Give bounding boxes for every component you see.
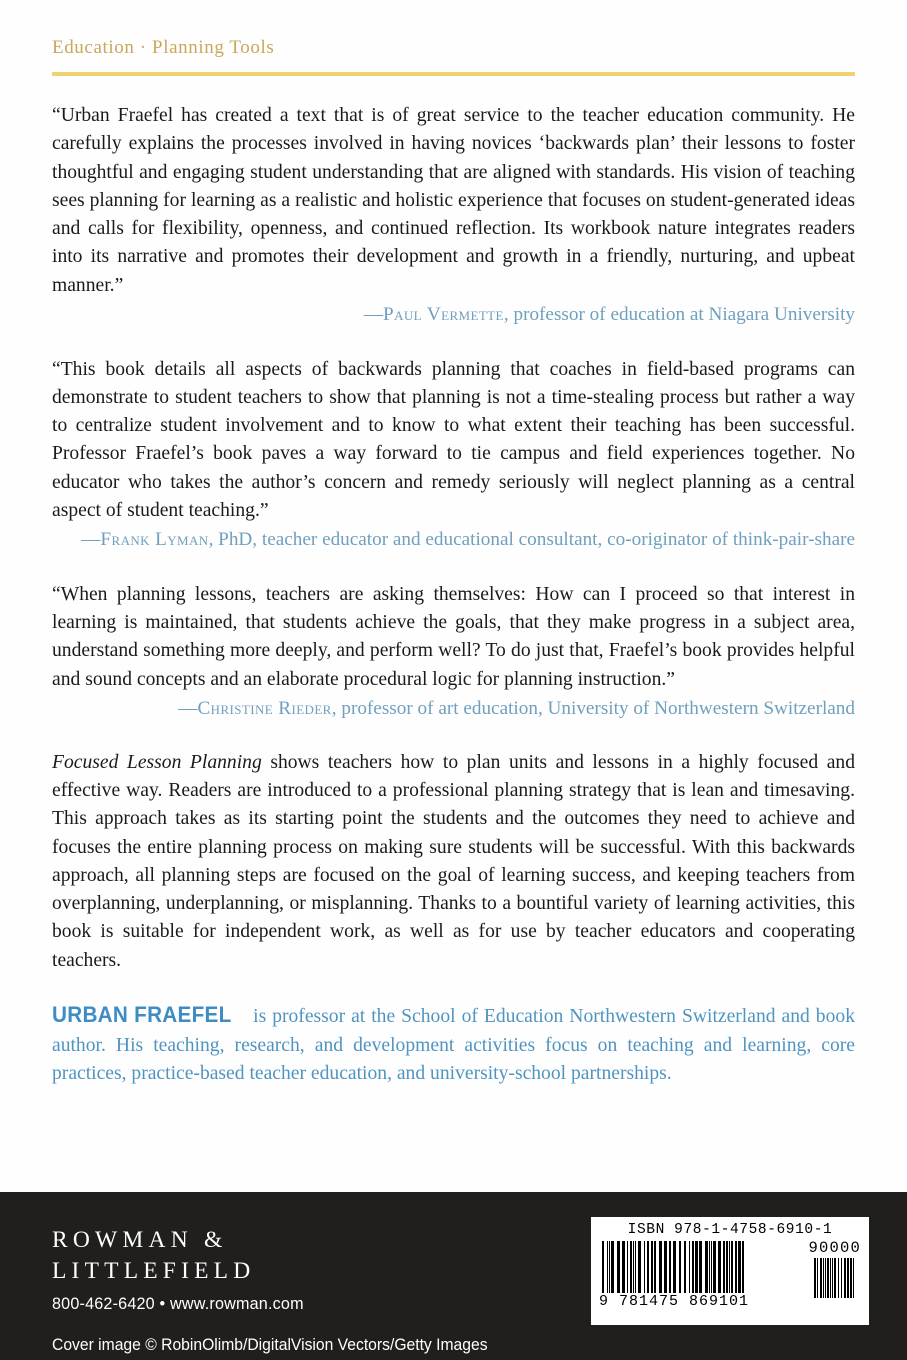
cover-body	[0, 76, 907, 1192]
book-title-italic: Focused Lesson Planning	[52, 751, 262, 773]
testimonial-attribution	[52, 694, 855, 722]
isbn-barcode	[591, 1217, 869, 1325]
price-addon-label: 90000	[808, 1238, 861, 1257]
testimonial-block	[52, 102, 855, 329]
attribution-role: , PhD, teacher educator and educational consultant, co-originator of think-pair-share	[208, 529, 855, 551]
price-addon-barcode	[808, 1238, 861, 1299]
author-bio	[52, 999, 855, 1088]
book-description-block	[52, 749, 855, 976]
publisher-footer	[0, 1192, 907, 1360]
publisher-name-line-2: LITTLEFIELD	[52, 1258, 256, 1285]
category-label: Education · Planning Tools	[52, 37, 275, 58]
publisher-name-line-1: ROWMAN &	[52, 1227, 228, 1253]
ean13-digits: 9 781475 869101	[599, 1292, 750, 1310]
ean13-barcode	[599, 1241, 749, 1309]
book-description-text: shows teachers how to plan units and lessons in a highly focused and effective way. Readers are introduced to a professional planning strategy that is lean and timesaving. This approach takes as its starting point the students and the outcomes they need to achieve and focuses the entire planning process on making sure students will be successful. With this backwards approach, all planning steps are focused on the goal of learning success, and keeping teachers from overplanning, underplanning, or misplanning. Thanks to a bountiful variety of learning activities, this book is suitable for independent work, as well as for use by teacher educators and cooperating teachers.	[52, 751, 856, 971]
attribution-dash: —	[178, 698, 198, 720]
testimonial-quote-text: “When planning lessons, teachers are asking themselves: How can I proceed so that interest in learning is maintained, that students achieve the goals, that they make progress in a subject area, understand something more deeply, and perform well? To do just that, Fraefel’s book provides helpful and sound concepts and an elaborate procedural logic for planning instruction.”	[52, 583, 855, 690]
testimonial-block	[52, 356, 855, 554]
book-description	[52, 749, 855, 976]
isbn-label: ISBN 978-1-4758-6910-1	[627, 1222, 833, 1238]
testimonial-attribution	[52, 525, 855, 553]
attribution-name: Christine Rieder	[197, 698, 332, 720]
author-bio-text: is professor at the School of Education Northwestern Switzerland and book author. His teaching, research, and development activities focus on teaching and learning, core practices, practice-based teacher education, and university-school partnerships.	[52, 1006, 855, 1084]
testimonial-quote-text: “Urban Fraefel has created a text that is of great service to the teacher education community. He carefully explains the processes involved in having novices ‘backwards plan’ their lessons to foster thoughtful and engaging student understanding that are aligned with standards. His vision of teaching sees planning for learning as a realistic and holistic experience that focuses on student-generated ideas and calls for flexibility, openness, and continued reflection. Its workbook nature integrates readers into its narrative and promotes their development and growth in a friendly, nurturing, and upbeat manner.”	[52, 104, 855, 296]
attribution-name: Frank Lyman	[100, 529, 209, 551]
attribution-role: , professor of art education, University of Northwestern Switzerland	[331, 698, 855, 720]
author-name: URBAN FRAEFEL	[52, 1002, 232, 1028]
category-header	[0, 0, 907, 76]
author-bio-block	[52, 999, 855, 1088]
attribution-dash: —	[363, 304, 384, 326]
ean13-bars	[602, 1241, 747, 1293]
attribution-dash: —	[81, 529, 101, 551]
barcode-row	[599, 1238, 861, 1321]
publisher-contact[interactable]: 800-462-6420 • www.rowman.com	[52, 1293, 304, 1313]
attribution-role: , professor of education at Niagara University	[503, 304, 855, 326]
cover-image-credit: Cover image © RobinOlimb/DigitalVision Vectors/Getty Images	[52, 1335, 488, 1354]
testimonial-attribution	[52, 300, 855, 328]
testimonial-quote-text: “This book details all aspects of backwards planning that coaches in field-based programs can demonstrate to student teachers to show that planning is not a time-stealing process but rather a way to centralize student involvement and to know to what extent their teaching has been successful. Professor Fraefel’s book paves a way forward to tie campus and field experiences together. No educator who takes the author’s concern and remedy seriously will neglect planning as a central aspect of student teaching.”	[52, 358, 855, 522]
price-addon-bars	[814, 1258, 856, 1298]
testimonial-block	[52, 581, 855, 723]
attribution-name: Paul Vermette	[383, 304, 504, 326]
